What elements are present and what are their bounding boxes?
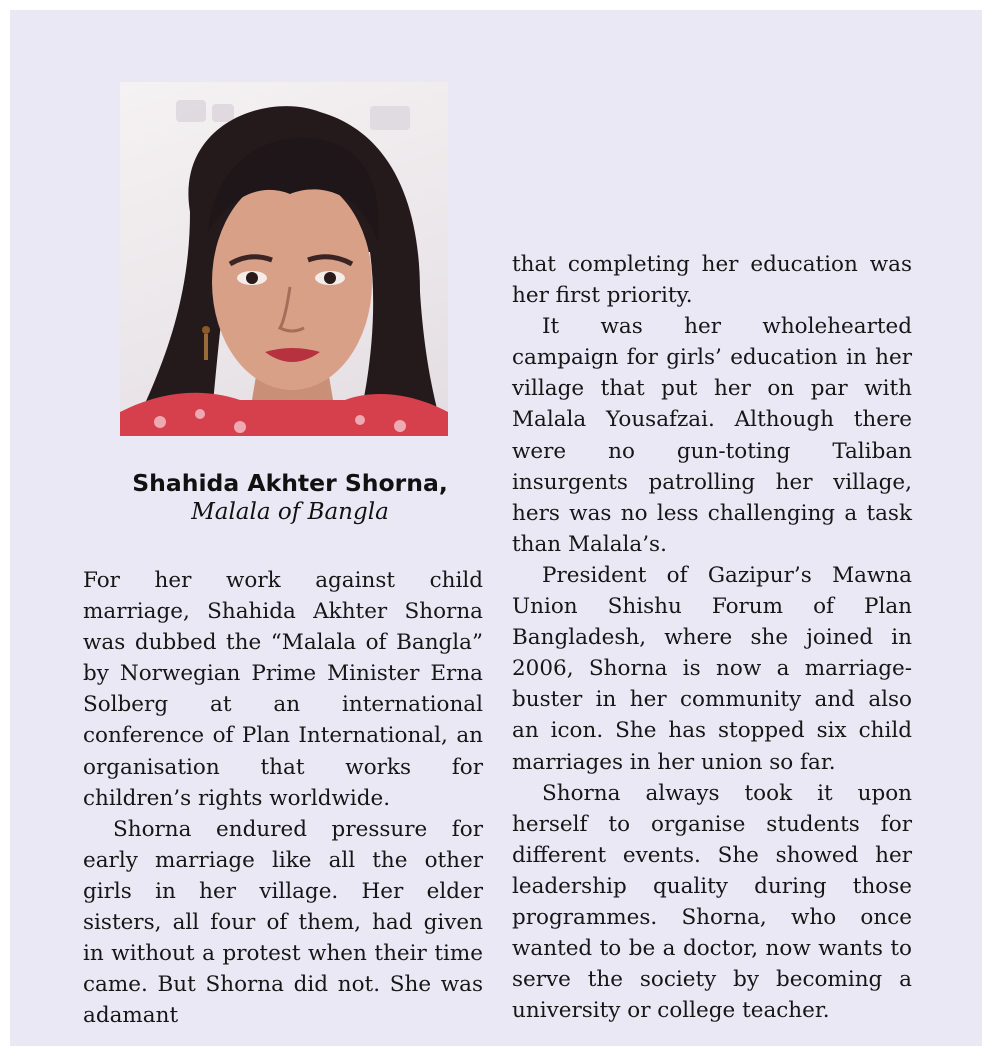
- caption-alias: Malala of Bangla: [191, 499, 389, 525]
- caption-name: Shahida Akhter Shorna,: [132, 469, 448, 497]
- paragraph: Shorna always took it upon herself to organise students for different events. She showed her leadership quality during those programmes. Shorna, who once wanted to be a doctor, now wants to serve the society by becoming a university or college teacher.: [512, 780, 912, 1024]
- paragraph: For her work against child marriage, Shahida Akhter Shorna was dubbed the “Malala of Bangla” by Norwegian Prime Minister Erna Solberg at an international conference of Plan International, an organisation that works for children’s rights worldwide.: [83, 568, 483, 811]
- article-column-right: [512, 249, 912, 1026]
- paragraph: President of Gazipur’s Mawna Union Shishu Forum of Plan Bangladesh, where she joined in 2006, Shorna is now a marriage-buster in her community and also an icon. She has stopped six child marriages in her union so far.: [512, 562, 912, 775]
- paragraph: It was her wholehearted campaign for girls’ education in her village that put her on par with Malala Yousafzai. Although there were no gun-toting Taliban insurgents patrolling her village, hers was no less challenging a task than Malala’s.: [512, 314, 912, 557]
- portrait-photo: [120, 82, 448, 436]
- paragraph: that completing her education was her first priority.: [512, 252, 912, 309]
- photo-caption: [70, 468, 510, 526]
- article-panel: [10, 10, 982, 1046]
- article-column-left: [83, 565, 483, 1031]
- paragraph: Shorna endured pressure for early marriage like all the other girls in her village. Her elder sisters, all four of them, had given in without a protest when their time came. But Shorna did not. She was adamant: [83, 816, 483, 1029]
